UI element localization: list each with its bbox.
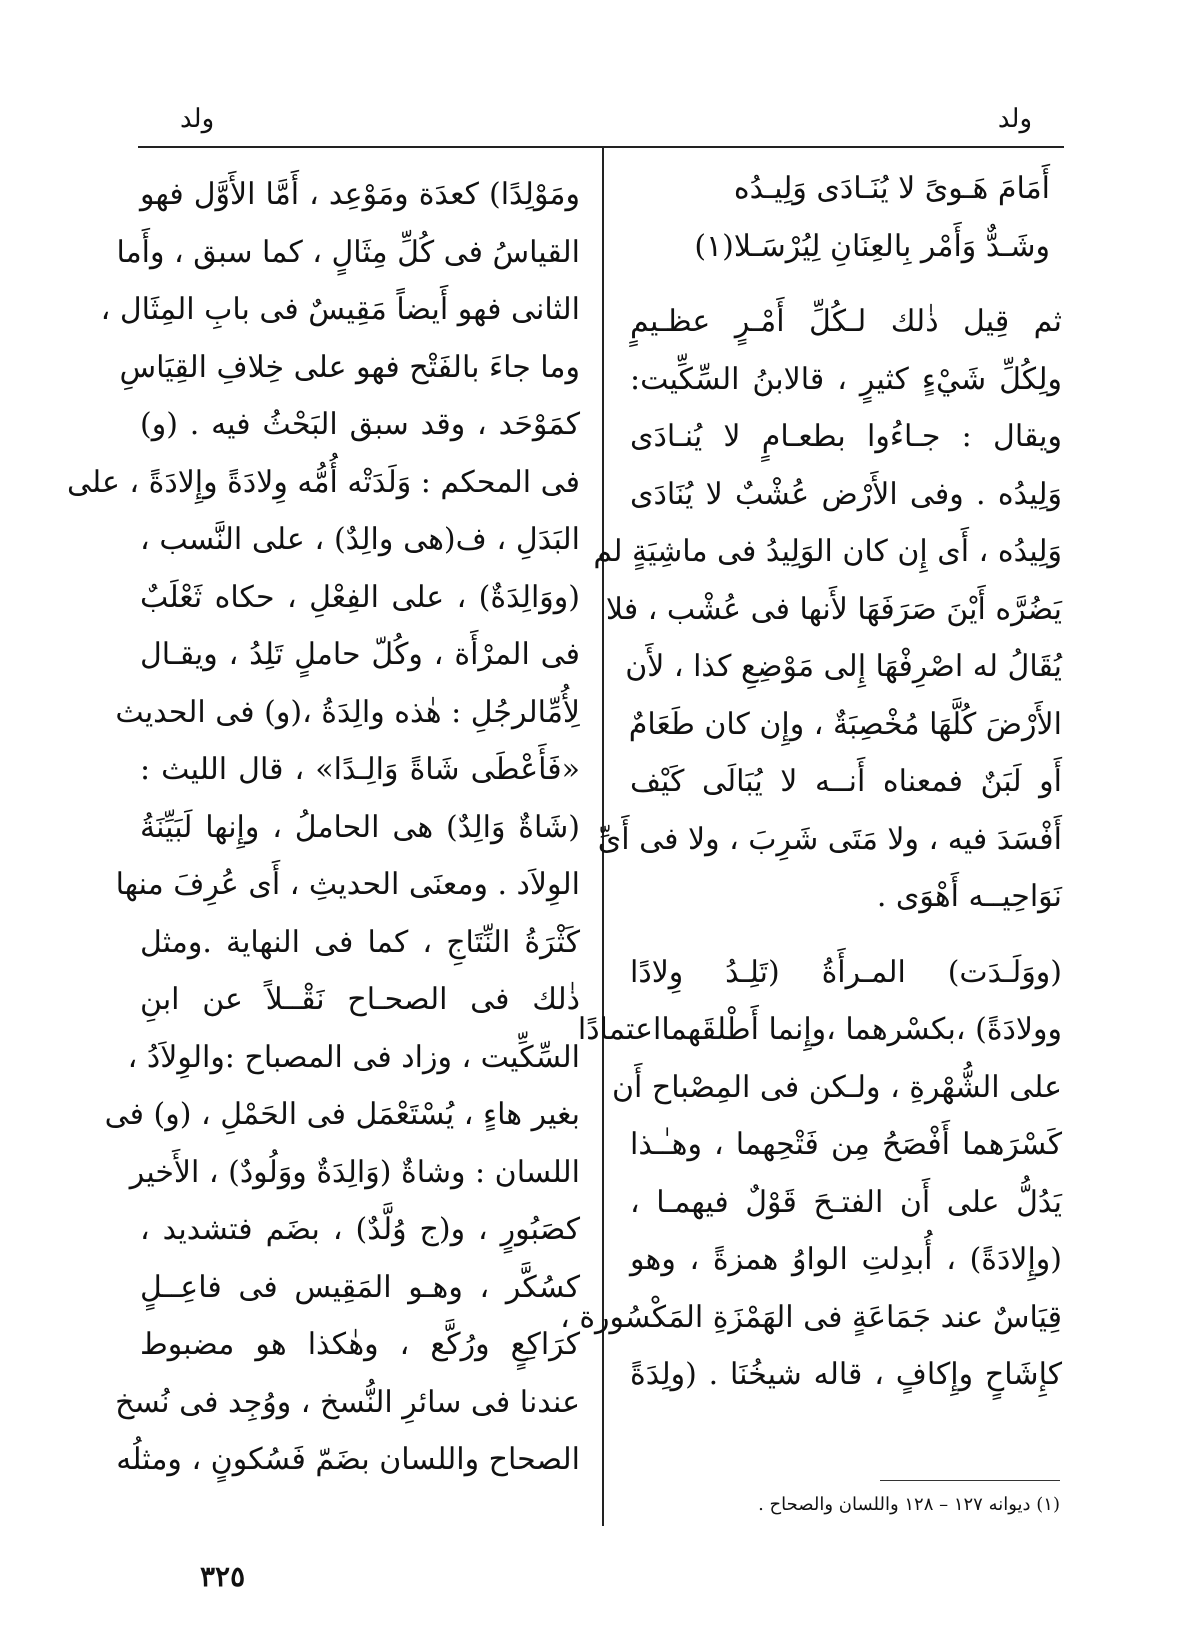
text-line: السِّكِّيت ، وزاد فى المصباح :والوِلاَدُ ، <box>127 1039 580 1075</box>
header-right-word: ولد <box>997 104 1032 134</box>
poem-line: أَمَامَ هَـوىً لا يُنَـادَى وَلِيـدُه <box>733 171 1050 206</box>
text-line: الوِلاَد . ومعنَى الحديثِ ، أَى عُرِفَ منها <box>115 867 580 902</box>
footnote: (١) ديوانه ١٢٧ – ١٢٨ واللسان والصحاح . <box>758 1494 1060 1515</box>
text-line: البَدَلِ ، ف(هى والِدٌ) ، على النَّسب ، <box>140 522 580 557</box>
text-line: كَسْرَهما أَفْصَحُ مِن فَتْحِهما ، وهـٰـذا <box>630 1127 1062 1162</box>
paragraph <box>593 293 1062 926</box>
text-line: أَفْسَدَ فيه ، ولا مَتَى شَرِبَ ، ولا فى أَىِّ <box>597 821 1062 857</box>
text-line: القياسُ فى كُلِّ مِثَالٍ ، كما سبق ، وأَما <box>116 234 580 270</box>
header-rule <box>138 146 1064 148</box>
text-line: ومَوْلِدًا) كعدَة ومَوْعِد ، أَمَّا الأَوَّل فهو <box>140 177 580 212</box>
text-line: فى المرْأَة ، وكُلّ حاملٍ تَلِدُ ، ويقـال <box>140 637 580 672</box>
text-line: كإِشَاحٍ وإِكافٍ ، قاله شيخُنَا . (ولِدَةً <box>630 1357 1062 1392</box>
text-line: كرَاكِعٍ ورُكَّع ، وهٰكذا هو مضبوط <box>140 1327 580 1362</box>
right-column <box>560 160 1062 1422</box>
text-line: «فَأَعْطَى شَاةً وَالِـدًا» ، قال الليث : <box>140 752 580 787</box>
footnote-rule <box>880 1480 1060 1481</box>
text-line: كَثْرَةُ النِّتَاجِ ، كما فى النهاية .ومثل <box>140 924 580 960</box>
text-line: كمَوْحَد ، وقد سبق البَحْثُ فيه . (و) <box>140 407 580 442</box>
text-line: ويقال : جـاءُوا بطعـامٍ لا يُنـادَى <box>630 419 1062 454</box>
paragraph <box>560 944 1062 1404</box>
text-line: الأَرْضَ كُلَّهَا مُخْصِبَةٌ ، وإِن كان طَعَامٌ <box>628 706 1062 742</box>
text-line: (ووَالِدَةٌ) ، على الفِعْلِ ، حكاه ثَعْلَبٌ <box>140 579 580 615</box>
text-line: اللسان : وشاةٌ (وَالِدَةٌ ووَلُودٌ) ، الأَخير <box>129 1154 580 1190</box>
text-line: ثم قِيل ذٰلك لـكُلِّ أَمْـرٍ عظـيمٍ <box>630 304 1062 339</box>
poem-verse <box>630 160 1062 275</box>
text-line: (شَاةٌ وَالِدٌ) هى الحاملُ ، وإِنها لَبَيِّنَةُ <box>140 809 580 845</box>
text-line: (وإِلادَةً) ، أُبدِلتِ الواوُ همزةً ، وهو <box>630 1242 1062 1277</box>
text-line: بغير هاءٍ ، يُسْتَعْمَل فى الحَمْلِ ، (و) فى <box>104 1097 580 1132</box>
header-left-word: ولد <box>180 104 215 134</box>
text-line: وَلِيدُه . وفى الأَرْض عُشْبٌ لا يُنَادَى <box>630 476 1062 512</box>
text-line: ذٰلك فى الصحـاح نَقْــلاً عن ابنِ <box>140 982 580 1017</box>
poem-line: وشَـدٌّ وَأَمْر بِالعِنَانِ لِيُرْسَـلا(١) <box>694 228 1050 264</box>
text-line: كصَبُورٍ ، و(ج وُلَّدٌ) ، بضَم فتشديد ، <box>140 1212 580 1247</box>
text-line: يَضُرَّه أَيْنَ صَرَفَهَا لأَنها فى عُشْب ، فلا <box>605 591 1062 627</box>
text-line: على الشُّهْرةِ ، ولـكن فى المِصْباح أَن <box>612 1069 1062 1105</box>
page-number: ٣٢٥ <box>200 1560 246 1593</box>
text-line: يَدُلُّ على أَن الفتـحَ قَوْلٌ فيهمـا ، <box>630 1184 1062 1220</box>
text-line: ولِكُلِّ شَيْءٍ كثيرٍ ، قالابنُ السِّكِّيت: <box>630 361 1062 397</box>
text-line: الصحاح واللسان بضَمّ فَسُكونٍ ، ومثلُه <box>116 1442 580 1477</box>
text-line: يُقَالُ له اصْرِفْهَا إِلى مَوْضِعِ كذا ، لأَن <box>625 649 1062 684</box>
text-line: الثانى فهو أَيضاً مَقِيسٌ فى بابِ المِثَال ، <box>100 292 580 327</box>
text-line: كسُكَّر ، وهـو المَقِيس فى فاعِــلٍ <box>140 1269 580 1305</box>
text-line: فى المحكم : وَلَدَتْه أُمُّه وِلادَةً وإِلادَةً ، على <box>67 464 580 500</box>
text-line: (ووَلَـدَت) المـرأَةُ (تَلِـدُ وِلادًا <box>630 954 1062 990</box>
left-column <box>67 166 580 1489</box>
text-line: قِيَاسٌ عند جَمَاعَةٍ فى الهَمْزَةِ المَكْسُورة ، <box>560 1299 1062 1335</box>
text-line: وَلِيدُه ، أَى إِن كان الوَلِيدُ فى ماشِيَةٍ لم <box>593 534 1062 569</box>
text-line: نَوَاحِيــه أَهْوَى . <box>876 879 1062 914</box>
text-line: لِأُمِّالرجُلِ : هٰذه والِدَةُ ،(و) فى الحديث <box>115 694 580 730</box>
text-line: وما جاءَ بالفَتْح فهو على خِلافِ القِيَاسِ <box>119 349 580 385</box>
text-line: وولادَةً) ،بكسْرهما ،وإِنما أَطْلقَهمااعتمادًا <box>577 1012 1062 1047</box>
text-line: أَو لَبَنٌ فمعناه أَنــه لا يُبَالَى كَيْف <box>630 764 1062 799</box>
text-line: عندنا فى سائرِ النُّسخ ، ووُجِد فى نُسخ <box>115 1384 580 1420</box>
